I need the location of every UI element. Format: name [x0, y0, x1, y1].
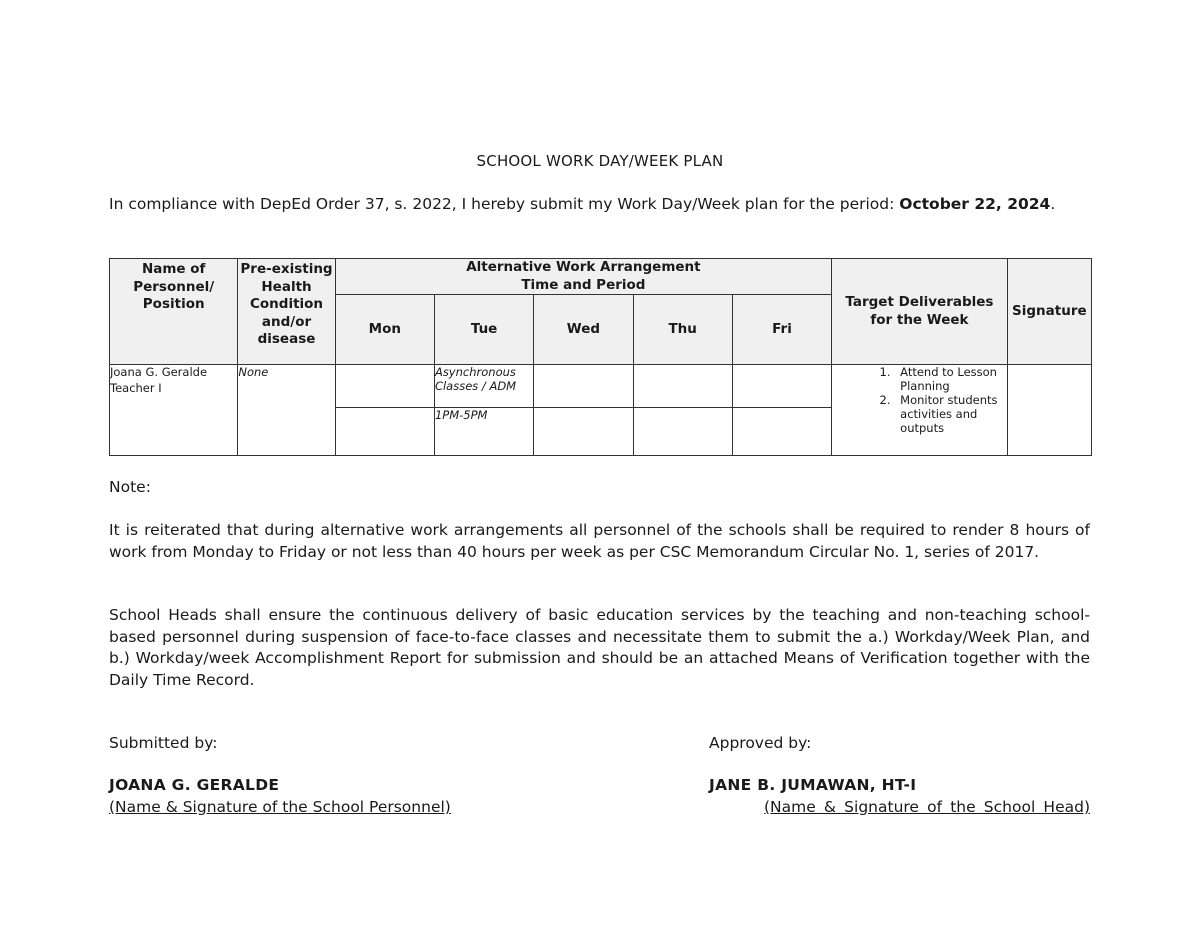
note-label: Note:	[109, 478, 151, 496]
cell-health: None	[238, 365, 335, 456]
cell-mon-1	[335, 365, 434, 408]
cell-fri-1	[732, 365, 831, 408]
document-title: SCHOOL WORK DAY/WEEK PLAN	[476, 152, 724, 170]
intro-paragraph	[109, 193, 1090, 215]
cell-tue-2: 1PM-5PM	[434, 408, 533, 456]
cell-personnel	[110, 365, 238, 456]
approved-by-name: JANE B. JUMAWAN, HT-I	[709, 776, 917, 794]
header-day-fri: Fri	[732, 295, 831, 365]
header-name-position: Name of Personnel/ Position	[110, 259, 238, 365]
cell-signature	[1007, 365, 1091, 456]
cell-fri-2	[732, 408, 831, 456]
intro-period: October 22, 2024	[899, 195, 1051, 213]
header-day-mon: Mon	[335, 295, 434, 365]
note-paragraph-1: It is reiterated that during alternative work arrangements all personnel of the schools shall be required to render 8 hours of work from Monday to Friday or not less than 40 hours per week as per CSC Memorandum Circular No. 1, series of 2017.	[109, 521, 1090, 561]
cell-wed-1	[534, 365, 633, 408]
submitted-by-label: Submitted by:	[109, 734, 218, 752]
deliverables-list	[832, 365, 1007, 435]
work-plan-table	[109, 258, 1092, 456]
personnel-name: Joana G. Geralde	[110, 365, 208, 379]
header-deliverables: Target Deliverables for the Week	[832, 259, 1008, 365]
header-day-tue: Tue	[434, 295, 533, 365]
header-day-wed: Wed	[534, 295, 633, 365]
cell-tue-1: Asynchronous Classes / ADM	[434, 365, 533, 408]
cell-thu-1	[633, 365, 732, 408]
submitted-by-name: JOANA G. GERALDE	[109, 776, 280, 794]
header-health-condition: Pre-existing Health Condition and/or disease	[238, 259, 335, 365]
approved-by-label: Approved by:	[709, 734, 812, 752]
cell-thu-2	[633, 408, 732, 456]
intro-text: In compliance with DepEd Order 37, s. 2022, I hereby submit my Work Day/Week plan for the period:	[109, 195, 900, 213]
deliverable-item: 2. Monitor students activities and outputs	[894, 393, 1007, 435]
intro-end: .	[1050, 195, 1056, 213]
header-signature: Signature	[1007, 259, 1091, 365]
deliverable-item: 1. Attend to Lesson Planning	[894, 365, 1007, 393]
note-paragraph-2: School Heads shall ensure the continuous delivery of basic education services by the teaching and non-teaching school-based personnel during suspension of face-to-face classes and necessitate them to submit the a.) Workday/Week Plan, and b.) Workday/week Accomplishment Report for submission and should be an attached Means of Verification together with the Daily Time Record.	[109, 606, 1090, 689]
submitted-by-caption: (Name & Signature of the School Personnel)	[109, 798, 451, 816]
personnel-position: Teacher I	[110, 381, 162, 395]
cell-deliverables	[832, 365, 1008, 456]
approved-by-caption: (Name & Signature of the School Head)	[764, 798, 1090, 816]
header-awa	[335, 259, 832, 295]
header-day-thu: Thu	[633, 295, 732, 365]
cell-mon-2	[335, 408, 434, 456]
cell-wed-2	[534, 408, 633, 456]
header-awa-line2: Time and Period	[521, 276, 646, 293]
header-awa-line1: Alternative Work Arrangement	[466, 259, 701, 275]
